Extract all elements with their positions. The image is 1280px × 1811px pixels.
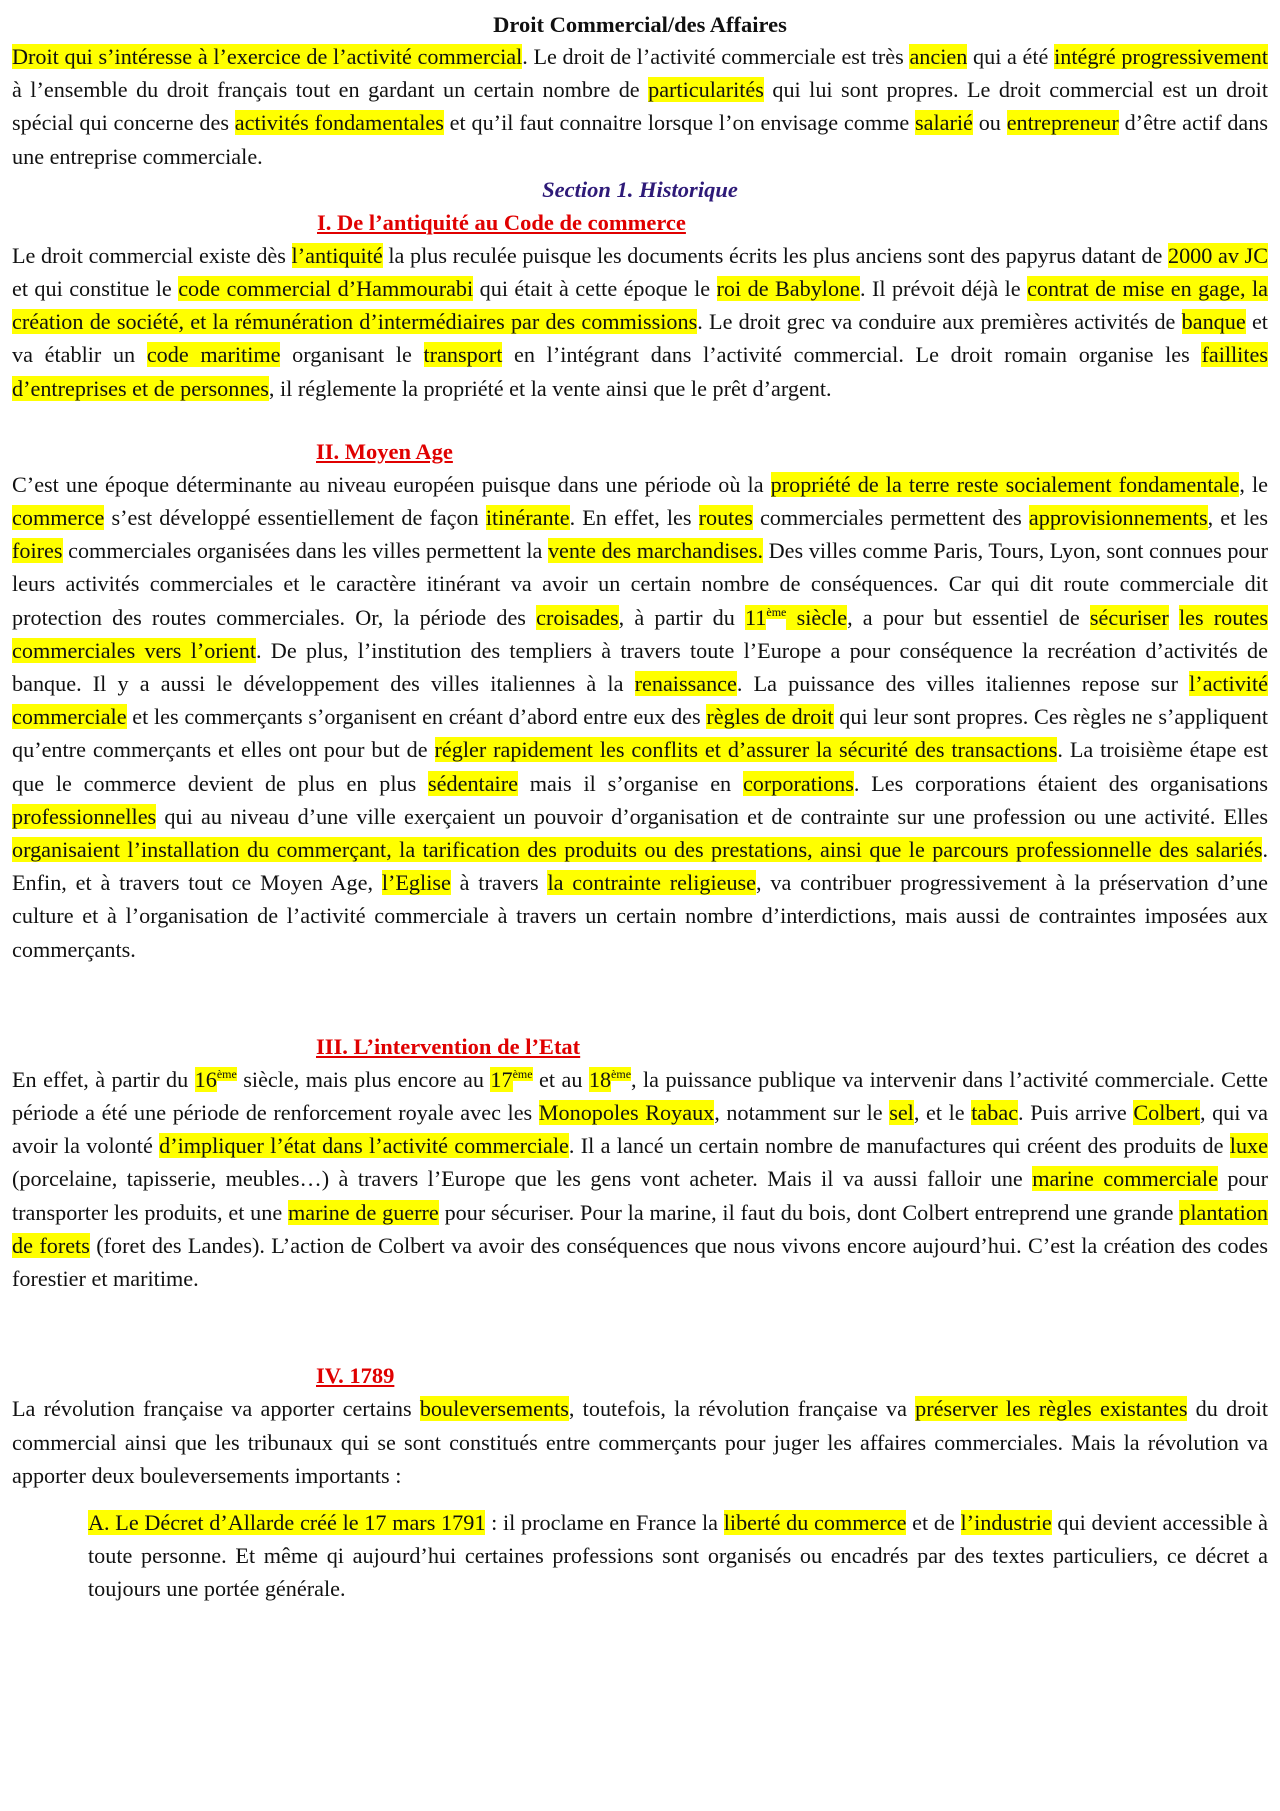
highlighted-text: salarié [915, 110, 973, 136]
highlighted-text: siècle [786, 604, 848, 630]
text-run: à l’ensemble du droit français tout en gardant un certain nombre de [12, 77, 649, 103]
spacer [12, 1295, 1268, 1359]
highlighted-text: marine commerciale [1032, 1166, 1218, 1192]
text-run: du droit commercial ainsi que les tribunaux qui se sont constitués entre commerçants pour juger les affaires commerciales. Mais la révolution va apporter deux bouleversements importants : [12, 1396, 1268, 1488]
text-run: et au [532, 1066, 589, 1092]
text-run: , il réglemente la propriété et la vente ainsi que le prêt d’argent. [268, 375, 832, 401]
text-run: à travers [450, 870, 548, 896]
text-run: et qui constitue le [12, 276, 179, 302]
highlighted-text: d’impliquer l’état dans l’activité commerciale [159, 1133, 569, 1159]
text-run: qui devient accessible à toute personne. Et même qi aujourd’hui certaines professions sont organisés ou encadrés par des textes particuliers, ce décret a toujours une portée générale. [88, 1509, 1268, 1602]
highlighted-text: code commercial d’Hammourabi [178, 276, 474, 302]
highlighted-text: préserver les règles existantes [915, 1396, 1188, 1422]
highlighted-text: l’industrie [960, 1509, 1052, 1535]
text-run: qui au niveau d’une ville exerçaient un pouvoir d’organisation et de contrainte sur une profession ou une activité. Elles [156, 803, 1268, 829]
text-run: organisant le [280, 342, 424, 368]
text-run: qui lui sont propres. Le droit commercial est un droit spécial qui concerne des [12, 77, 1268, 136]
text-run: . Enfin, et à travers tout ce Moyen Age, [12, 837, 1268, 896]
text-run [1169, 605, 1179, 630]
text-run: qui leur sont propres. Ces règles ne s’appliquent qu’entre commerçants et elles ont pour but de [12, 704, 1268, 763]
text-run: siècle, mais plus encore au [236, 1066, 491, 1092]
heading-moyen-age: II. Moyen Age [316, 438, 453, 464]
highlighted-text: bouleversements [419, 1396, 569, 1422]
text-run: commerciales organisées dans les villes permettent la [62, 538, 548, 564]
text-run: , et le [913, 1100, 972, 1126]
text-run: . Il prévoit déjà le [860, 276, 1028, 302]
text-run: . Le droit de l’activité commerciale est très [522, 44, 910, 69]
highlighted-text: Droit qui s’intéresse à l’exercice de l’activité commercial [12, 44, 523, 69]
superscript-text: ème [216, 1067, 237, 1082]
highlighted-text: intégré progressivement [1054, 44, 1268, 69]
highlighted-text: roi de Babylone [716, 276, 861, 302]
highlighted-text: Colbert [1133, 1100, 1200, 1126]
highlighted-text: activités fondamentales [234, 110, 444, 136]
paragraph-antiquite [12, 239, 1268, 405]
document-title: Droit Commercial/des Affaires [493, 12, 787, 37]
highlighted-text: routes [698, 505, 753, 531]
text-run: , et les [1207, 505, 1268, 531]
highlighted-text: entrepreneur [1006, 110, 1119, 136]
text-run: et les commerçants s’organisent en créant d’abord entre eux des [126, 704, 707, 730]
text-run: . Il a lancé un certain nombre de manufactures qui créent des produits de [568, 1133, 1230, 1159]
text-run: , va contribuer progressivement à la préservation d’une culture et à l’organisation de l’activité commerciale à travers un certain nombre d’interdictions, mais aussi de contraintes imposées aux commerçants. [12, 870, 1268, 962]
highlighted-text: A. Le Décret d’Allarde créé le 17 mars 1791 [88, 1509, 486, 1535]
highlighted-text: les routes commerciales vers l’orient [12, 604, 1268, 663]
highlighted-text: la contrainte religieuse [547, 870, 757, 896]
text-run: (porcelaine, tapisserie, meubles…) à travers l’Europe que les gens vont acheter. Mais il va aussi falloir une [12, 1166, 1033, 1192]
highlighted-text: organisaient l’installation du commerçant, la tarification des produits ou des prestations, ainsi que le parcours professionnelle des salariés [12, 837, 1263, 863]
highlighted-text: 11 [745, 604, 767, 630]
text-run: en l’intégrant dans l’activité commercial. Le droit romain organise les [502, 342, 1202, 368]
highlighted-text: luxe [1229, 1133, 1268, 1159]
superscript-text: ème [611, 1067, 632, 1082]
spacer [12, 966, 1268, 1030]
text-run: et de [906, 1509, 961, 1535]
highlighted-text: 16 [194, 1066, 217, 1092]
text-run: La révolution française va apporter certains [12, 1396, 420, 1422]
highlighted-text: sédentaire [428, 770, 518, 796]
text-run: . Le droit grec va conduire aux premières activités de [697, 309, 1182, 335]
heading-antiquite: I. De l’antiquité au Code de commerce [317, 209, 686, 235]
text-run: . En effet, les [569, 505, 699, 531]
spacer [12, 405, 1268, 435]
highlighted-text: sel [889, 1100, 914, 1126]
text-run: : il proclame en France la [485, 1509, 724, 1535]
text-run: pour sécuriser. Pour la marine, il faut du bois, dont Colbert entreprend une grande [438, 1199, 1180, 1225]
decret-allarde-block [88, 1506, 1268, 1606]
text-run: C’est une époque déterminante au niveau européen puisque dans une période où la [12, 471, 771, 497]
paragraph-intervention-etat [12, 1063, 1268, 1295]
text-run: s’est développé essentiellement de façon [104, 505, 486, 531]
text-run: et qu’il faut connaitre lorsque l’on envisage comme [443, 110, 915, 136]
highlighted-text: liberté du commerce [723, 1509, 907, 1535]
text-run: Des villes comme Paris, Tours, Lyon, sont connues pour leurs activités commerciales et le caractère itinérant va avoir un certain nombre de conséquences. Car qui dit route commerciale dit protection des routes commerciales. Or, la période des [12, 538, 1268, 630]
text-run: qui a été [967, 44, 1055, 69]
text-run: En effet, à partir du [12, 1066, 195, 1092]
highlighted-text: ancien [909, 44, 968, 69]
highlighted-text: Monopoles Royaux [538, 1100, 715, 1126]
text-run: ou [972, 110, 1007, 136]
highlighted-text: particularités [648, 77, 764, 103]
highlighted-text: l’activité commerciale [12, 671, 1268, 730]
highlighted-text: code maritime [146, 342, 281, 368]
highlighted-text: contrat de mise en gage, la création de société, et la rémunération d’intermédiaires par des commissions [12, 276, 1269, 335]
highlighted-text: croisades [536, 604, 619, 630]
highlighted-text: itinérante [485, 505, 570, 531]
highlighted-text: faillites d’entreprises et de personnes [12, 342, 1268, 401]
text-run: , le [1239, 471, 1268, 497]
highlighted-text: transport [423, 342, 503, 368]
text-run: d’être actif dans une entreprise commerciale. [12, 110, 1268, 169]
highlighted-text: plantation de forets [12, 1199, 1269, 1258]
intro-paragraph [12, 40, 1268, 173]
text-run: , notamment sur le [714, 1100, 890, 1126]
text-run: la plus reculée puisque les documents écrits les plus anciens sont des papyrus datant de [382, 242, 1168, 268]
highlighted-text: règles de droit [706, 704, 834, 730]
highlighted-text: commerce [12, 505, 105, 531]
text-run: mais il s’organise en [517, 770, 743, 796]
text-run: qui était à cette époque le [473, 276, 717, 302]
paragraph-1789 [12, 1392, 1268, 1492]
text-run: . La troisième étape est que le commerce devient de plus en plus [12, 737, 1268, 796]
text-run: commerciales permettent des [752, 505, 1029, 531]
text-run: . La puissance des villes italiennes repose sur [736, 671, 1190, 697]
highlighted-text: l’Eglise [381, 870, 451, 896]
heading-intervention-etat: III. L’intervention de l’Etat [316, 1033, 581, 1059]
text-run: et va établir un [12, 309, 1268, 368]
highlighted-text: 18 [588, 1066, 612, 1092]
highlighted-text: corporations [742, 770, 854, 796]
text-run: . De plus, l’institution des templiers à travers toute l’Europe a pour conséquence la recréation d’activités de banque. Il y a aussi le développement des villes italiennes à la [12, 637, 1268, 697]
highlighted-text: vente des marchandises. [547, 538, 764, 564]
highlighted-text: l’antiquité [291, 242, 383, 268]
highlighted-text: propriété de la terre reste socialement fondamentale [770, 471, 1240, 497]
highlighted-text: tabac [971, 1100, 1019, 1126]
text-run: , qui va avoir la volonté [12, 1100, 1268, 1159]
superscript-text: ème [766, 605, 787, 620]
heading-1789: IV. 1789 [316, 1363, 395, 1389]
highlighted-text: professionnelles [12, 803, 157, 829]
highlighted-text: sécuriser [1089, 604, 1169, 630]
highlighted-text: renaissance [634, 671, 737, 697]
superscript-text: ème [512, 1067, 533, 1082]
highlighted-text: 2000 av JC [1167, 242, 1268, 268]
text-run: . Les corporations étaient des organisations [853, 770, 1268, 796]
text-run: pour transporter les produits, et une [12, 1166, 1269, 1225]
highlighted-text: marine de guerre [288, 1199, 439, 1225]
paragraph-decret-allarde [88, 1506, 1268, 1606]
text-run: (foret des Landes). L’action de Colbert va avoir des conséquences que nous vivons encore aujourd’hui. C’est la création des codes forestier et maritime. [12, 1232, 1268, 1292]
text-run: . Puis arrive [1018, 1100, 1134, 1126]
section-title: Section 1. Historique [542, 176, 738, 202]
highlighted-text: régler rapidement les conflits et d’assurer la sécurité des transactions [434, 737, 1058, 763]
highlighted-text: banque [1181, 309, 1246, 335]
text-run: , à partir du [618, 604, 746, 630]
highlighted-text: approvisionnements [1028, 505, 1208, 531]
highlighted-text: foires [12, 538, 63, 564]
text-run: , a pour but essentiel de [847, 604, 1090, 630]
paragraph-moyen-age [12, 468, 1268, 966]
text-run: , la puissance publique va intervenir dans l’activité commerciale. Cette période a été une période de renforcement royale avec les [12, 1066, 1268, 1126]
text-run: , toutefois, la révolution française va [568, 1396, 916, 1422]
highlighted-text: 17 [490, 1066, 513, 1092]
text-run: Le droit commercial existe dès [12, 242, 292, 268]
